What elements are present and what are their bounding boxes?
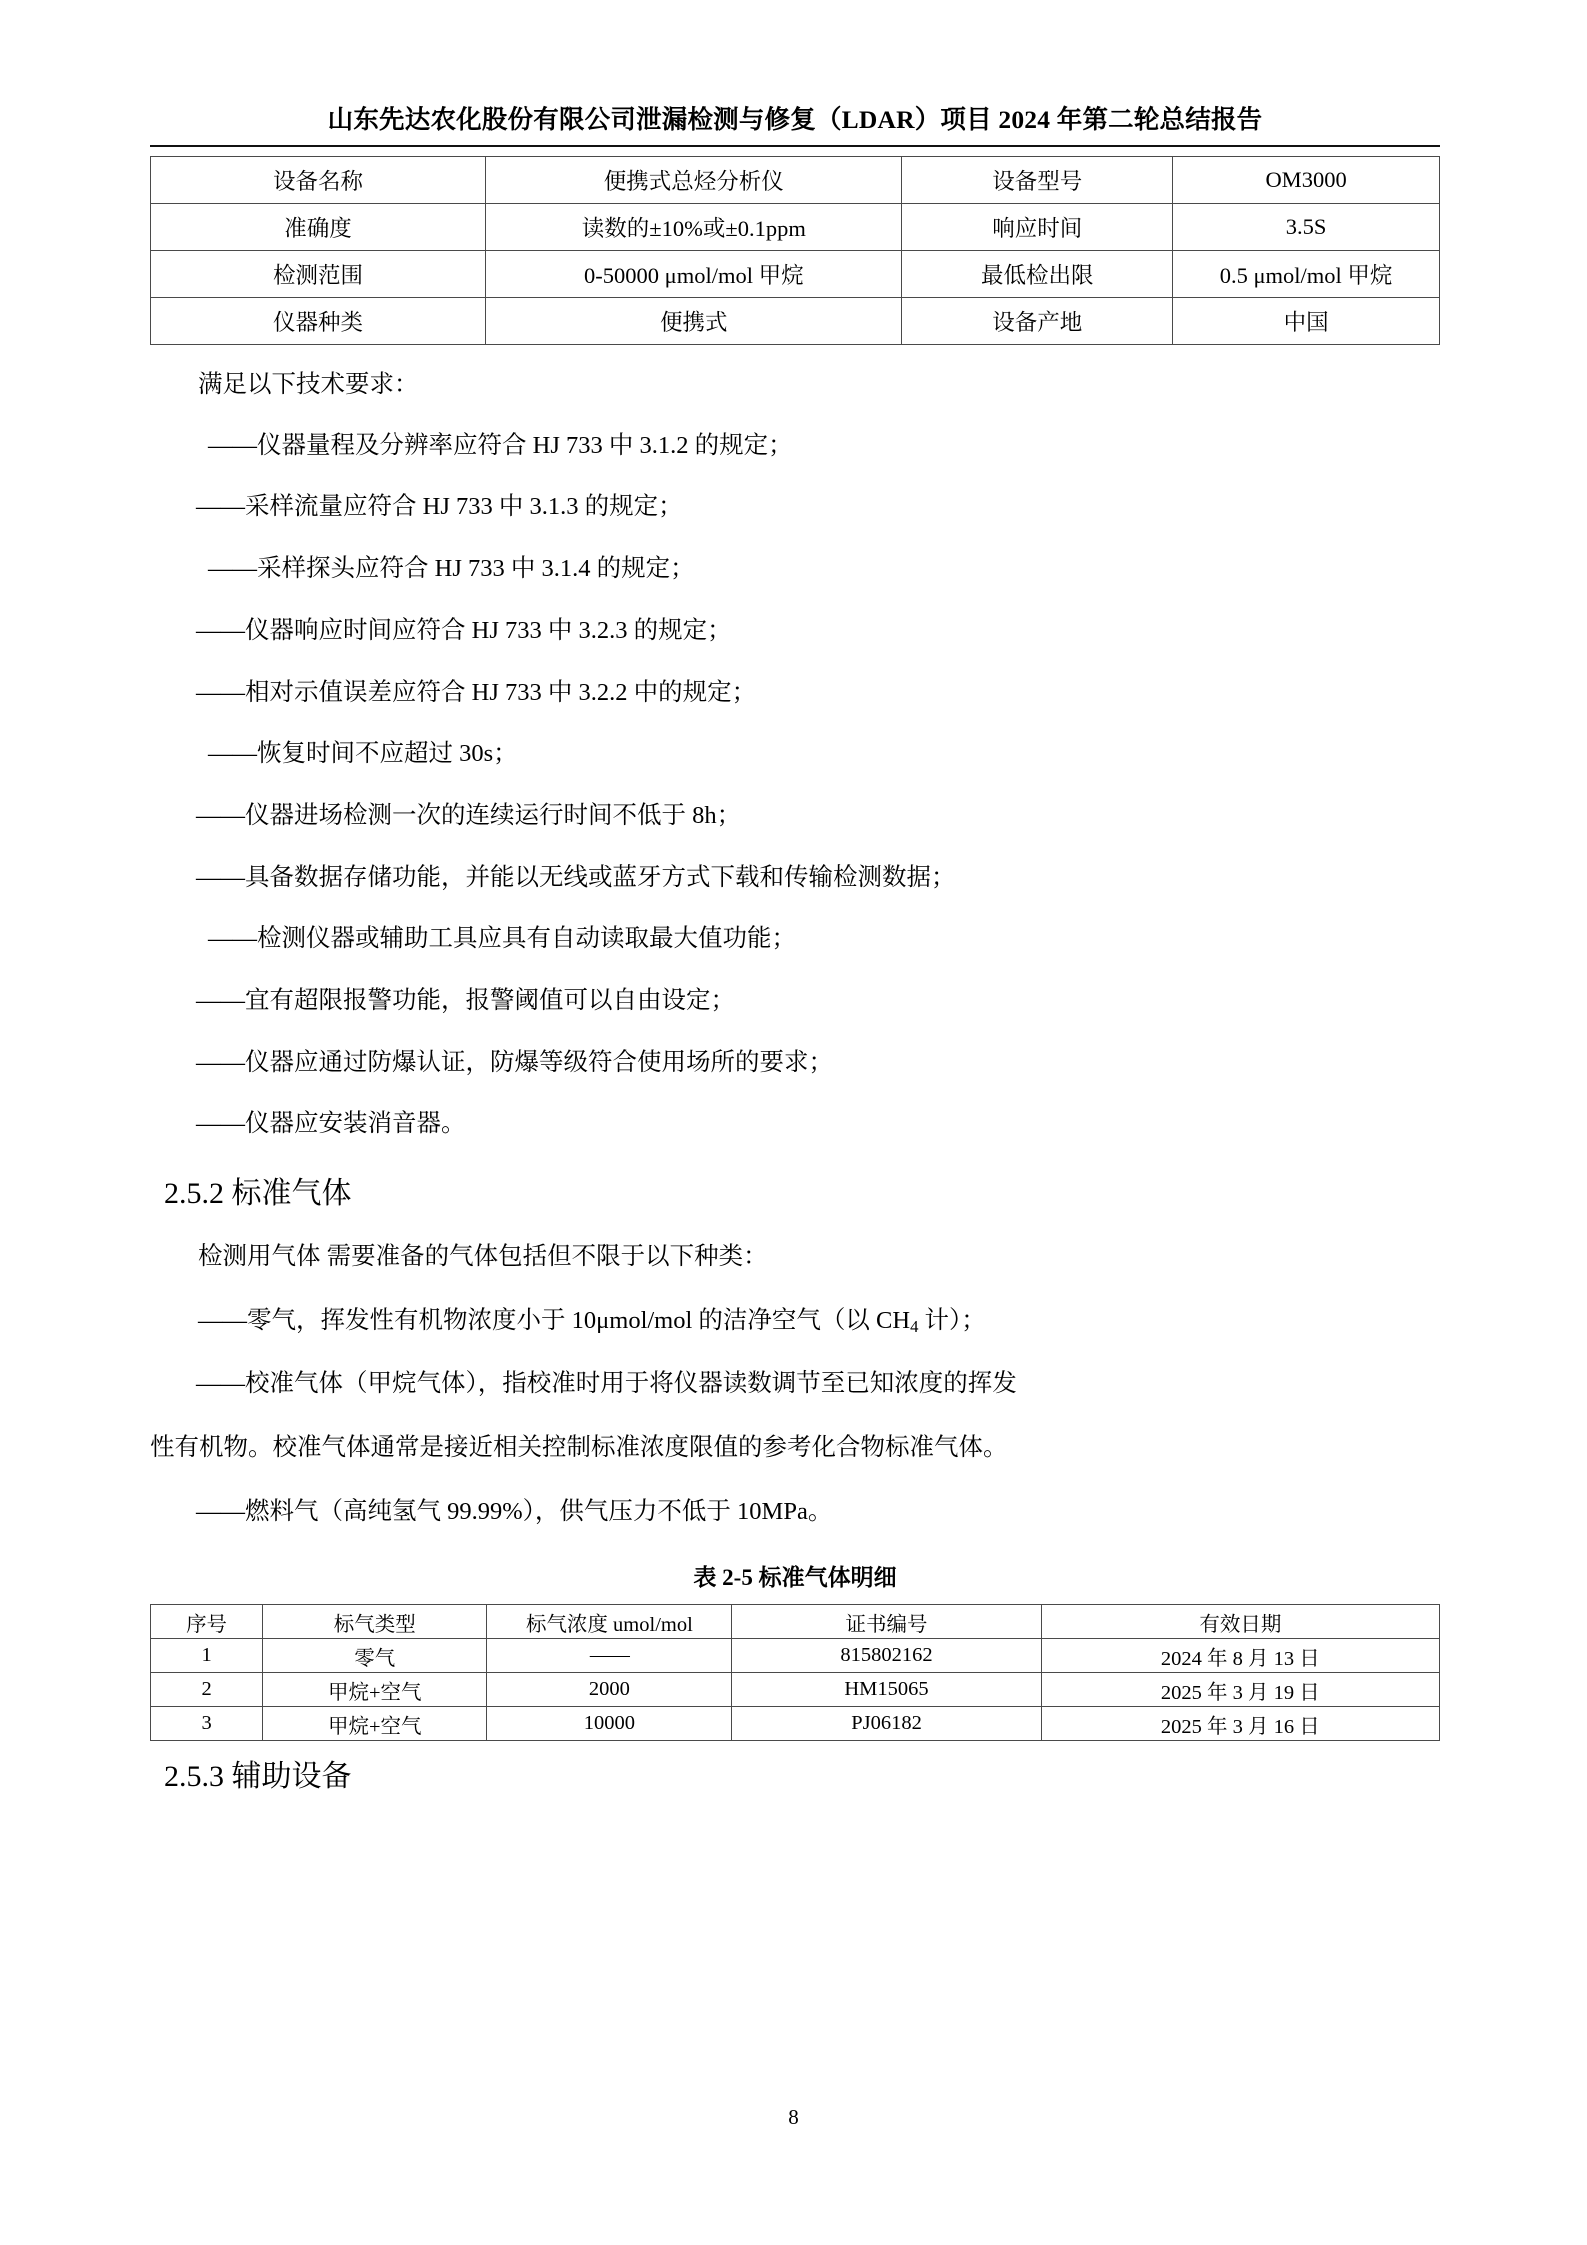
equipment-spec-table [150, 156, 1440, 345]
gas-cell-type: 甲烷+空气 [263, 1707, 487, 1741]
gas-cell-certificate: PJ06182 [732, 1707, 1041, 1741]
gas-item-calibration-line1: ——校准气体（甲烷气体），指校准时用于将仪器读数调节至已知浓度的挥发 [196, 1370, 1017, 1398]
requirement-item: ——相对示值误差应符合 HJ 733 中 3.2.2 中的规定； [196, 678, 757, 706]
gas-col-header-certificate: 证书编号 [732, 1605, 1041, 1639]
requirement-item: ——采样流量应符合 HJ 733 中 3.1.3 的规定； [196, 493, 683, 521]
equip-label-2: 最低检出限 [902, 251, 1173, 298]
gas-cell-index: 2 [151, 1673, 263, 1707]
gas-item-zero-air-part1: ——零气，挥发性有机物浓度小于 10μmol/mol 的洁净空气（以 CH [198, 1306, 911, 1334]
requirement-item: ——具备数据存储功能，并能以无线或蓝牙方式下载和传输检测数据； [196, 863, 956, 891]
table-header-row [151, 1605, 1440, 1639]
gas-item-zero-air-part2: 计）； [918, 1306, 986, 1334]
gas-item-zero-air [150, 1301, 1440, 1341]
gas-col-header-index: 序号 [151, 1605, 263, 1639]
gas-cell-index: 3 [151, 1707, 263, 1741]
gas-cell-index: 1 [151, 1639, 263, 1673]
table-row [151, 1707, 1440, 1741]
requirement-item: ——仪器应通过防爆认证，防爆等级符合使用场所的要求； [196, 1048, 833, 1076]
equip-value-2: OM3000 [1173, 157, 1440, 204]
requirement-item: ——检测仪器或辅助工具应具有自动读取最大值功能； [208, 925, 796, 953]
requirement-item: ——仪器应安装消音器。 [196, 1110, 466, 1138]
gas-cell-concentration: 2000 [487, 1673, 732, 1707]
requirement-item: ——采样探头应符合 HJ 733 中 3.1.4 的规定； [208, 555, 695, 583]
requirement-item: ——宜有超限报警功能，报警阈值可以自由设定； [196, 986, 735, 1014]
standard-gas-intro: 检测用气体 需要准备的气体包括但不限于以下种类： [198, 1243, 768, 1270]
requirement-item: ——恢复时间不应超过 30s； [208, 740, 518, 768]
requirements-lead-text: 满足以下技术要求： [198, 371, 419, 398]
requirement-item: ——仪器量程及分辨率应符合 HJ 733 中 3.1.2 的规定； [208, 431, 793, 459]
section-heading-253: 2.5.3 辅助设备 [164, 1760, 352, 1794]
page-content [150, 100, 1440, 1796]
gas-cell-type: 甲烷+空气 [263, 1673, 487, 1707]
gas-cell-validity: 2025 年 3 月 16 日 [1041, 1707, 1439, 1741]
requirements-list [150, 426, 1440, 1144]
gas-cell-certificate: HM15065 [732, 1673, 1041, 1707]
table-row [151, 204, 1440, 251]
equip-value-2: 3.5S [1173, 204, 1440, 251]
gas-cell-validity: 2024 年 8 月 13 日 [1041, 1639, 1439, 1673]
gas-col-header-concentration: 标气浓度 umol/mol [487, 1605, 732, 1639]
equip-label-2: 响应时间 [902, 204, 1173, 251]
equip-label-1: 准确度 [151, 204, 486, 251]
section-heading-252: 2.5.2 标准气体 [164, 1177, 352, 1210]
equip-value-1: 0-50000 μmol/mol 甲烷 [486, 251, 902, 298]
running-header-title: 山东先达农化股份有限公司泄漏检测与修复（LDAR）项目 2024 年第二轮总结报告 [150, 100, 1440, 147]
gas-cell-concentration: —— [487, 1639, 732, 1673]
table-row [151, 251, 1440, 298]
requirement-item: ——仪器进场检测一次的连续运行时间不低于 8h； [196, 801, 742, 829]
table-row [151, 298, 1440, 345]
equip-value-1: 便携式总烃分析仪 [486, 157, 902, 204]
gas-col-header-validity: 有效日期 [1041, 1605, 1439, 1639]
equip-label-2: 设备产地 [902, 298, 1173, 345]
gas-item-calibration-line2: 性有机物。校准气体通常是接近相关控制标准浓度限值的参考化合物标准气体。 [150, 1434, 1008, 1462]
equip-value-2: 中国 [1173, 298, 1440, 345]
requirement-item: ——仪器响应时间应符合 HJ 733 中 3.2.3 的规定； [196, 616, 732, 644]
equip-label-1: 设备名称 [151, 157, 486, 204]
gas-cell-validity: 2025 年 3 月 19 日 [1041, 1673, 1439, 1707]
equip-value-1: 便携式 [486, 298, 902, 345]
equip-label-1: 仪器种类 [151, 298, 486, 345]
table-row [151, 1673, 1440, 1707]
gas-cell-type: 零气 [263, 1639, 487, 1673]
page-number: 8 [788, 2105, 799, 2129]
table-row [151, 157, 1440, 204]
table-row [151, 1639, 1440, 1673]
equip-label-1: 检测范围 [151, 251, 486, 298]
methane-subscript: 4 [910, 1316, 919, 1336]
equip-label-2: 设备型号 [902, 157, 1173, 204]
gas-table-caption: 表 2-5 标准气体明细 [693, 1565, 897, 1591]
gas-cell-certificate: 815802162 [732, 1639, 1041, 1673]
gas-cell-concentration: 10000 [487, 1707, 732, 1741]
equip-value-1: 读数的±10%或±0.1ppm [486, 204, 902, 251]
gas-col-header-type: 标气类型 [263, 1605, 487, 1639]
gas-item-fuel-gas: ——燃料气（高纯氢气 99.99%），供气压力不低于 10MPa。 [196, 1497, 833, 1525]
standard-gas-table [150, 1604, 1440, 1741]
equip-value-2: 0.5 μmol/mol 甲烷 [1173, 251, 1440, 298]
